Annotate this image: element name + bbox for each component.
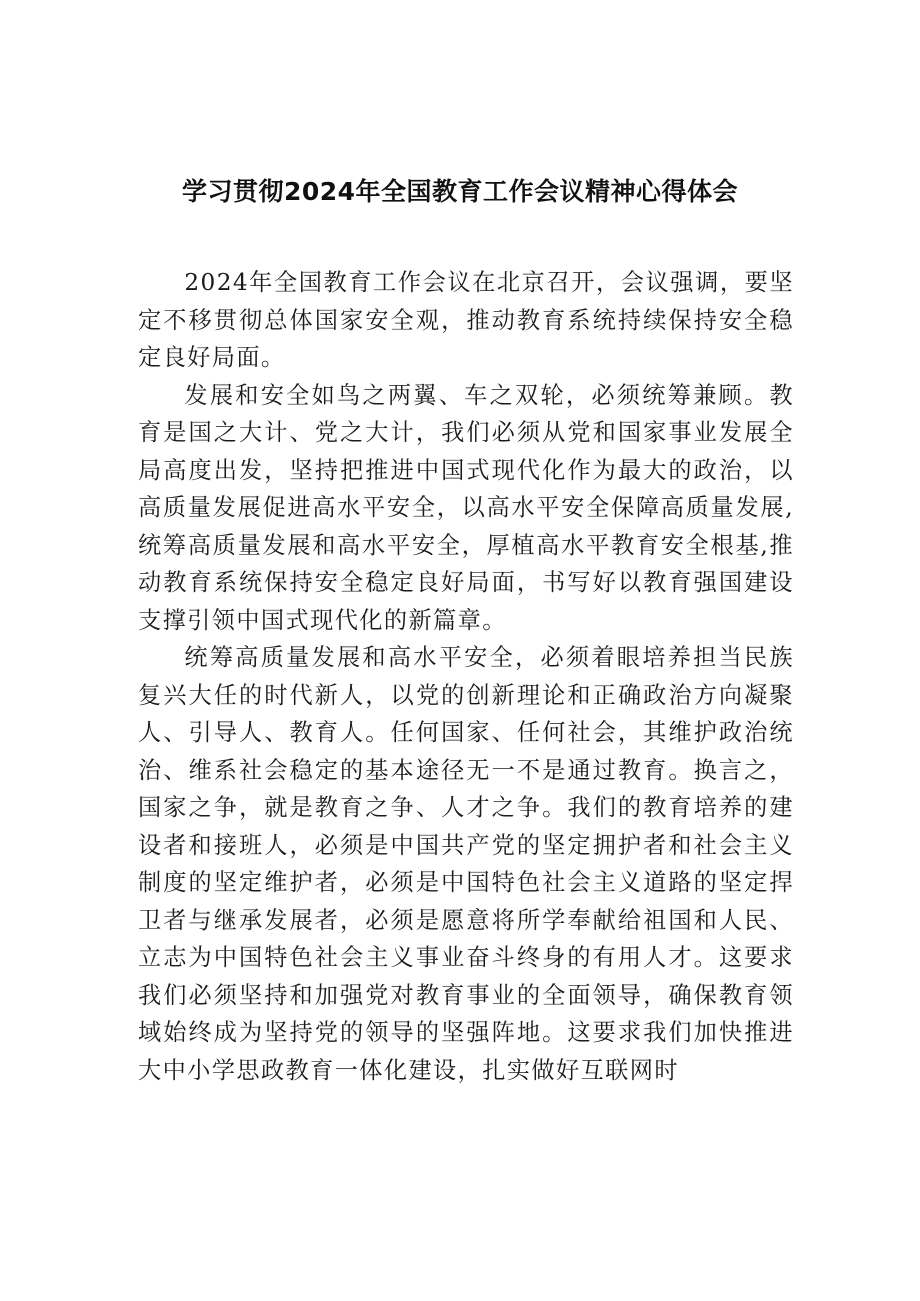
paragraph-2: 发展和安全如鸟之两翼、车之双轮，必须统筹兼顾。教育是国之大计、党之大计，我们必须从党和国家事业发展全局高度出发，坚持把推进中国式现代化作为最大的政治，以高质量发展促进高水平安全，以高水平安全保障高质量发展,统筹高质量发展和高水平安全，厚植高水平教育安全根基,推动教育系统保持安全稳定良好局面，书写好以教育强国建设支撑引领中国式现代化的新篇章。 xyxy=(138,381,794,634)
paragraph-1: 2024年全国教育工作会议在北京召开，会议强调，要坚定不移贯彻总体国家安全观，推动教育系统持续保持安全稳定良好局面。 xyxy=(138,269,794,371)
document-title: 学习贯彻2024年全国教育工作会议精神心得体会 xyxy=(181,177,739,206)
paragraph-3: 统筹高质量发展和高水平安全，必须着眼培养担当民族复兴大任的时代新人，以党的创新理论和正确政治方向凝聚人、引导人、教育人。任何国家、任何社会，其维护政治统治、维系社会稳定的基本途径无一不是通过教育。换言之，国家之争，就是教育之争、人才之争。我们的教育培养的建设者和接班人，必须是中国共产党的坚定拥护者和社会主义制度的坚定维护者，必须是中国特色社会主义道路的坚定捍卫者与继承发展者，必须是愿意将所学奉献给祖国和人民、立志为中国特色社会主义事业奋斗终身的有用人才。这要求我们必须坚持和加强党对教育事业的全面领导，确保教育领域始终成为坚持党的领导的坚强阵地。这要求我们加快推进大中小学思政教育一体化建设，扎实做好互联网时 xyxy=(138,644,794,1084)
document-body xyxy=(138,264,794,1089)
